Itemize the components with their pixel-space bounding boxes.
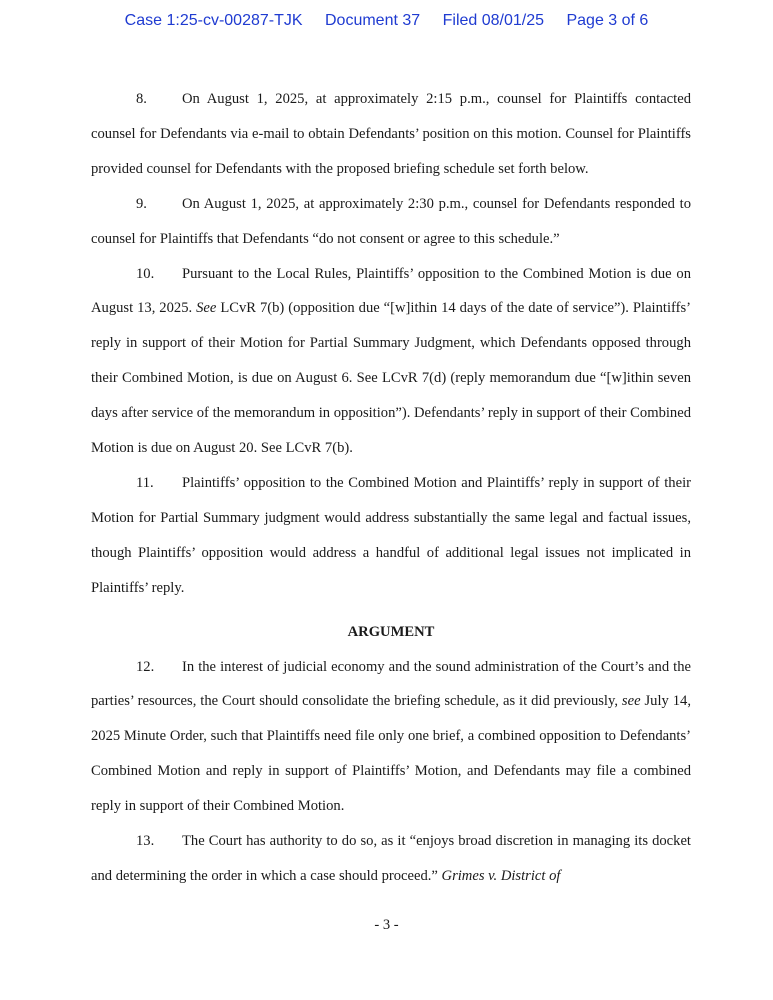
document-body <box>91 82 691 894</box>
paragraph-text: July 14, 2025 Minute Order, such that Plaintiffs need file only one brief, a combined opposition to Defendants’ Combined Motion and reply in support of Plaintiffs’ Motion, and Defendants may file a combined reply in support of their Combined Motion. <box>91 693 691 815</box>
paragraph-10 <box>91 257 691 466</box>
paragraph-number: 9. <box>136 195 147 212</box>
filed-date: Filed 08/01/25 <box>442 12 545 29</box>
paragraph-number: 10. <box>136 265 155 282</box>
section-heading: ARGUMENT <box>347 623 435 640</box>
paragraph-12 <box>91 650 691 825</box>
paragraph-8 <box>91 82 691 187</box>
paragraph-text: The Court has authority to do so, as it “enjoys broad discretion in managing its docket and determining the order in which a case should proceed.” <box>91 833 691 884</box>
paragraph-text: LCvR 7(b) (opposition due “[w]ithin 14 days of the date of service”). Plaintiffs’ reply in support of their Motion for Partial Summary Judgment, which Defendants opposed through their Combined Motion, is due on August 6. See LCvR 7(d) (reply memorandum due “[w]ithin seven days after service of the memorandum in opposition”). Defendants’ reply in support of their Combined Motion is due on August 20. See LCvR 7(b). <box>91 300 692 457</box>
paragraph-text: In the interest of judicial economy and the sound administration of the Court’s and the parties’ resources, the Court should consolidate the briefing schedule, as it did previously, <box>91 658 691 710</box>
paragraph-number: 13. <box>136 833 155 850</box>
case-number: Case 1:25-cv-00287-TJK <box>124 12 303 29</box>
paragraph-text: Pursuant to the Local Rules, Plaintiffs’ opposition to the Combined Motion is due on August 13, 2025. <box>91 265 691 317</box>
paragraph-number: 8. <box>136 91 147 107</box>
paragraph-11 <box>91 466 691 606</box>
paragraph-13 <box>91 824 691 894</box>
paragraph-text: Plaintiffs’ opposition to the Combined Motion and Plaintiffs’ reply in support of their Motion for Partial Summary judgment would address substantially the same legal and factual issues, though Plaintiffs’ opposition would address a handful of additional legal issues not implicated in Plaintiffs’ reply. <box>91 474 691 596</box>
paragraph-9 <box>91 187 691 257</box>
paragraph-number: 11. <box>136 474 154 491</box>
citation-signal: See <box>196 300 217 317</box>
page-indicator: Page 3 of 6 <box>566 12 649 29</box>
page-number: - 3 - <box>374 917 399 933</box>
paragraph-number: 12. <box>136 658 155 675</box>
document-number: Document 37 <box>324 12 421 29</box>
paragraph-text: On August 1, 2025, at approximately 2:15 p.m., counsel for Plaintiffs contacted counsel for Defendants via e-mail to obtain Defendants’ position on this motion. Counsel for Plaintiffs provided counsel for Defendants with the proposed briefing schedule set forth below. <box>91 91 691 177</box>
paragraph-text: On August 1, 2025, at approximately 2:30 p.m., counsel for Defendants responded to counsel for Plaintiffs that Defendants “do not consent or agree to this schedule.” <box>91 195 691 247</box>
case-header <box>0 12 773 30</box>
citation-signal: see <box>621 693 641 710</box>
case-citation: Grimes v. District of <box>441 867 561 884</box>
